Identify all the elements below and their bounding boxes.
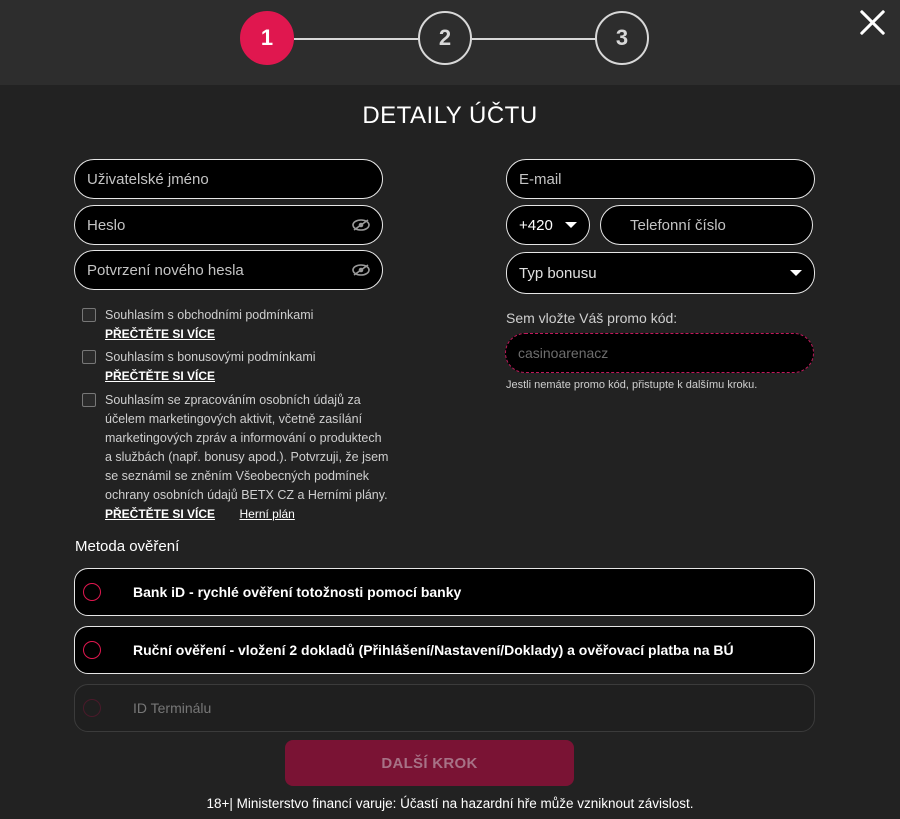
confirm-password-input[interactable] — [74, 250, 383, 290]
step-connector — [294, 38, 420, 40]
marketing-text-line: Souhlasím se zpracováním osobních údajů za — [105, 393, 361, 407]
email-input[interactable] — [506, 159, 815, 199]
verification-option-terminal[interactable] — [74, 684, 815, 732]
bonus-read-more-link[interactable]: PŘEČTĚTE SI VÍCE — [105, 369, 216, 383]
confirm-password-placeholder: Potvrzení nového hesla — [87, 261, 244, 279]
promo-code-input[interactable] — [505, 333, 814, 373]
option-label: Ruční ověření - vložení 2 dokladů (Přihlášení/Nastavení/Doklady) a ověřovací platba na BÚ — [133, 642, 734, 658]
promo-code-value: casinoarenacz — [518, 345, 609, 361]
verification-option-bank-id[interactable] — [74, 568, 815, 616]
bonus-checkbox[interactable] — [82, 350, 96, 364]
radio-button[interactable] — [83, 641, 101, 659]
stepper-bar — [0, 0, 900, 85]
option-label: ID Terminálu — [133, 700, 212, 716]
marketing-text-line: účelem marketingových aktivit, včetně zasílání — [105, 412, 363, 426]
phone-input[interactable] — [600, 205, 813, 245]
password-input[interactable] — [74, 205, 383, 245]
marketing-read-more-link[interactable]: PŘEČTĚTE SI VÍCE — [105, 507, 216, 521]
game-plan-link[interactable]: Herní plán — [239, 507, 295, 521]
marketing-text-line: se seznámil se zněním Všeobecných podmínek — [105, 469, 370, 483]
promo-label: Sem vložte Váš promo kód: — [506, 310, 678, 326]
verification-option-manual[interactable] — [74, 626, 815, 674]
step-2: 2 — [418, 11, 472, 65]
page-title: DETAILY ÚČTU — [362, 102, 538, 129]
step-1: 1 — [240, 11, 294, 65]
terms-text: Souhlasím s obchodními podmínkami — [105, 308, 314, 322]
terms-read-more-link[interactable]: PŘEČTĚTE SI VÍCE — [105, 327, 216, 341]
marketing-checkbox[interactable] — [82, 393, 96, 407]
marketing-text-line: marketingových zpráv a informování o produktech — [105, 431, 382, 445]
step-connector — [472, 38, 597, 40]
close-icon[interactable] — [858, 8, 886, 36]
marketing-consent — [82, 391, 388, 523]
step-3: 3 — [595, 11, 649, 65]
chevron-down-icon — [790, 270, 802, 276]
bonus-type-value: Typ bonusu — [519, 264, 597, 282]
radio-button[interactable] — [83, 699, 101, 717]
bonus-consent — [82, 348, 316, 385]
username-input[interactable] — [74, 159, 383, 199]
phone-prefix-select[interactable] — [506, 205, 590, 245]
chevron-down-icon — [565, 222, 577, 228]
username-placeholder: Uživatelské jméno — [87, 170, 209, 188]
radio-button[interactable] — [83, 583, 101, 601]
terms-checkbox[interactable] — [82, 308, 96, 322]
password-placeholder: Heslo — [87, 216, 126, 234]
marketing-text-line: a službách (např. bonusy apod.). Potvrzuji, že jsem — [105, 450, 389, 464]
phone-placeholder: Telefonní číslo — [630, 216, 726, 234]
terms-consent — [82, 306, 313, 343]
gambling-warning: 18+| Ministerstvo financí varuje: Účastí na hazardní hře může vzniknout závislost. — [206, 796, 694, 811]
eye-slash-icon[interactable] — [352, 219, 370, 231]
phone-prefix-value: +420 — [519, 216, 553, 234]
eye-slash-icon[interactable] — [352, 264, 370, 276]
next-step-button[interactable]: DALŠÍ KROK — [285, 740, 574, 786]
email-placeholder: E-mail — [519, 170, 562, 188]
marketing-text-line: ochrany osobních údajů BETX CZ a Herními plány. — [105, 488, 388, 502]
promo-hint: Jestli nemáte promo kód, přistupte k dalšímu kroku. — [506, 379, 758, 391]
verification-label: Metoda ověření — [75, 538, 180, 555]
bonus-type-select[interactable] — [506, 252, 815, 294]
option-label: Bank iD - rychlé ověření totožnosti pomocí banky — [133, 584, 462, 600]
bonus-text: Souhlasím s bonusovými podmínkami — [105, 350, 316, 364]
